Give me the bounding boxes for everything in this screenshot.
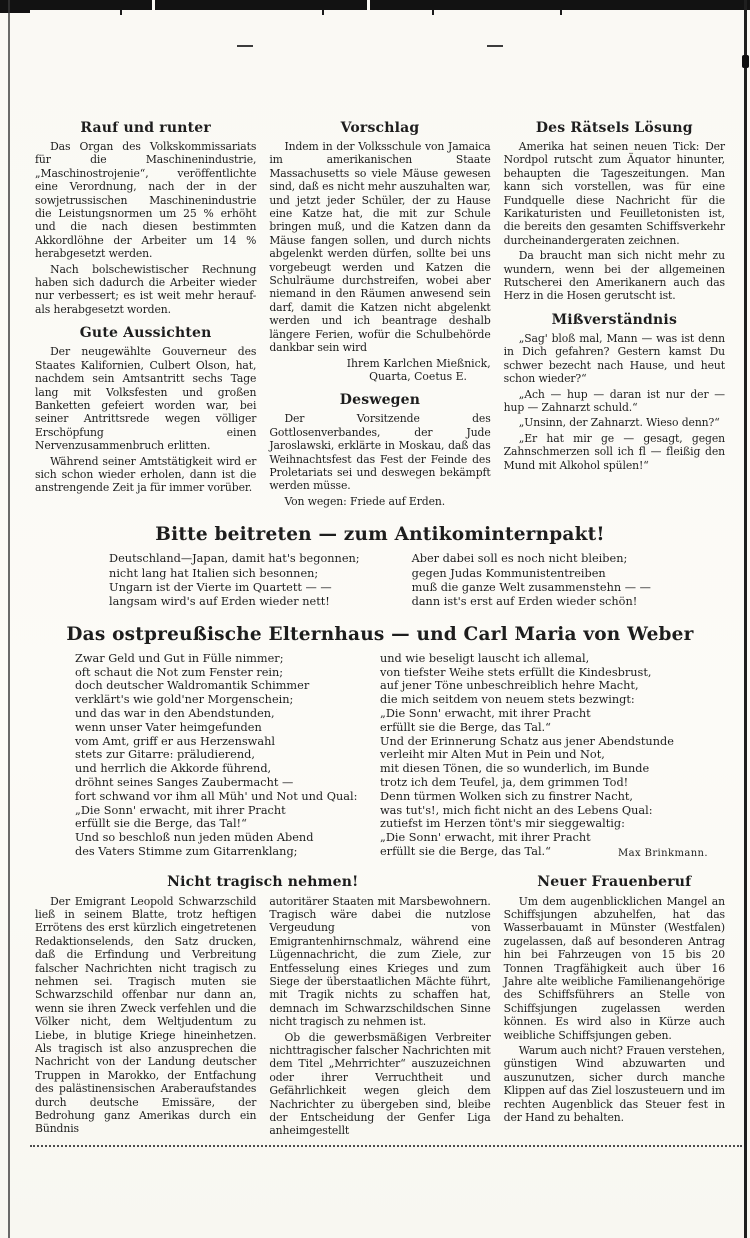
poem-line: dröhnt seines Sanges Zaubermacht —: [75, 775, 294, 789]
article-paragraph: Da braucht man sich nicht mehr zu wundern, wenn bei der allgemeinen Rutscherei den Amerikanern auch das Herz in die Hosen gerutscht ist.: [503, 249, 725, 303]
stanza-left: [109, 552, 360, 610]
article-paragraph: „Unsinn, der Zahnarzt. Wieso denn?“: [518, 416, 720, 430]
pact-feature: [35, 524, 725, 610]
article-paragraph: Nach bolschewistischer Rechnung haben sich dadurch die Arbeiter wieder nur verbessert; es ist weit mehr herauf- als herabgesetzt worden.: [35, 262, 257, 316]
poem-line: und das war in den Abendstunden,: [75, 706, 275, 720]
article-title: Rauf und runter: [80, 120, 211, 136]
top-edge-bar: [0, 0, 750, 10]
article-title: Deswegen: [339, 392, 421, 409]
column-1: [35, 895, 256, 1140]
bottom-three-column-section: [35, 874, 725, 1140]
poem-line: erfüllt sie die Berge, das Tal!“: [75, 817, 247, 831]
poem-line: Zwar Geld und Gut in Fülle nimmer;: [75, 651, 284, 665]
column-3: [504, 120, 725, 510]
poem-line: verklärt's wie gold'ner Morgenschein;: [75, 693, 294, 707]
left-edge-line: [8, 0, 10, 1238]
poem-line: des Vaters Stimme zum Gitarrenklang;: [75, 844, 298, 858]
letter-signature: Ihrem Karlchen Mießnick,: [346, 356, 491, 370]
article-title: Neuer Frauenberuf: [537, 873, 692, 890]
poem-line: „Die Sonn' erwacht, mit ihrer Pracht: [380, 831, 591, 845]
poem-line: trotz ich dem Teufel, ja, dem grimmen Tod!: [380, 775, 629, 789]
fold-mark: [487, 45, 503, 47]
top-three-column-section: [35, 120, 725, 510]
poem-line: verleiht mir Alten Mut in Pein und Not,: [380, 748, 605, 762]
article-paragraph: Der Vorsitzende des Gottlosenverbandes, der Jude Jaroslawski, erklärte in Moskau, daß das Weihnachtsfest das Fest der Feinde des Proletariats sei und deswegen bekämpft werden müsse.: [269, 412, 491, 493]
article-paragraph: Der Emigrant Leopold Schwarzschild ließ in seinem Blatte, trotz heftigen Errötens des erst kürzlich eingetretenen Redaktionselends, den Satz drucken, daß die Erfindung und Verbreitung falscher Nachrichten nicht tragisch zu nehmen sei. Tragisch muten sie Schwarzschild offenbar nur dann an, wenn sie ihren Zweck verfehlen und die Völker nicht, dem Weltjudentum zu Liebe, in blutige Kriege hineinhetzen. Als tragisch ist also anzusprechen die Nachricht von der Landung deutscher Truppen in Marokko, der Entfachung des palästinensischen Araberaufstandes durch deutsche Emissäre, der Bedrohung ganz Amerikas durch ein Bündnis: [35, 894, 257, 1136]
pact-stanzas: [35, 552, 725, 610]
verse-line: Ungarn ist der Vierte im Quartett — —: [109, 580, 332, 594]
verse-line: muß die ganze Welt zusammenstehn — —: [411, 580, 651, 594]
article-title: Gute Aussichten: [79, 325, 212, 342]
article-paragraph: „Er hat mir ge — gesagt, gegen Zahnschmerzen soll ich fl — fleißig den Mund mit Alkohol spülen!“: [503, 431, 725, 472]
top-bar-nick: [367, 0, 370, 10]
column-2: [269, 895, 490, 1140]
poem-line: Denn türmen Wolken sich zu finstrer Nacht,: [380, 789, 634, 803]
bottom-dotted-rule: [30, 1145, 742, 1147]
article-paragraph: Ob die gewerbsmäßigen Verbreiter nichttragischer falscher Nachrichten mit dem Titel „Mehrrichter“ auszuzeichnen oder ihrer Verruchtheit und Gefährlichkeit wegen gleich dem Nachrichter zu übergeben sind, bleibe der Entscheidung der Genfer Liga anheimgestellt: [269, 1030, 491, 1138]
article-paragraph: „Ach — hup — daran ist nur der — hup — Zahnarzt schuld.“: [503, 387, 725, 414]
poem-column-left: [75, 652, 380, 861]
article-title: Des Rätsels Lösung: [535, 120, 693, 136]
poem-line: erfüllt sie die Berge, das Tal.“: [380, 720, 551, 734]
column-1: [35, 120, 256, 510]
poem-line: erfüllt sie die Berge, das Tal.“: [380, 844, 551, 858]
fold-mark: [237, 45, 253, 47]
poem-line: zutiefst im Herzen tönt's mir sieggewaltig:: [380, 817, 625, 831]
column-2: [269, 120, 490, 510]
feature-title: Das ostpreußische Elternhaus — und Carl Maria von Weber: [66, 623, 694, 645]
article-paragraph: Amerika hat seinen neuen Tick: Der Nordpol rutscht zum Äquator hinunter, behaupten die Tageszeitungen. Man kann sich vorstellen, was für eine Fundquelle diese Nachricht für die Karikaturisten und Feuilletonisten ist, die bereits den gesamten Schiffsverkehr durcheinandergeraten zeichnen.: [503, 140, 725, 247]
poem-line: Und so beschloß nun jeden müden Abend: [75, 831, 314, 845]
top-edge-tick: [120, 10, 122, 15]
article-paragraph: Um dem augenblicklichen Mangel an Schiffsjungen abzuhelfen, hat das Wasserbauamt in Münster (Westfalen) zugelassen, daß auf besonderen Antrag hin bei Fahrzeugen von 15 bis 20 Tonnen Tragfähigkeit auch über 16 Jahre alte weibliche Familienangehörige des Schiffsführers an Stelle von Schiffsjungen zugelassen werden können. Es wird also in Kürze auch weibliche Schiffsjungen geben.: [503, 894, 725, 1042]
stanza-right: [412, 552, 651, 610]
feature-title: Bitte beitreten — zum Antikominternpakt!: [155, 524, 605, 546]
top-edge-tick: [432, 10, 434, 15]
top-edge-tick: [560, 10, 562, 15]
poem-line: doch deutscher Waldromantik Schimmer: [75, 679, 310, 693]
poem-line: was tut's!, mich ficht nicht an des Lebens Qual:: [380, 803, 653, 817]
poem-line: die mich seitdem von neuem stets bezwingt:: [380, 693, 635, 707]
article-paragraph: Von wegen: Friede auf Erden.: [284, 494, 446, 508]
poem-line: oft schaut die Not zum Fenster rein;: [75, 665, 284, 679]
poem-line: wenn unser Vater heimgefunden: [75, 720, 262, 734]
poem-line: „Die Sonn' erwacht, mit ihrer Pracht: [380, 706, 591, 720]
poem-line: und herrlich die Akkorde führend,: [75, 762, 272, 776]
article-paragraph: Das Organ des Volkskommissariats für die Maschinenindustrie, „Maschinostrojenie“, veröffentlichte eine Verordnung, nach der in der sowjetrussischen Maschinenindustrie die Leistungsnormen um 25 % erhöht und die nach diesen bestimmten Akkordlöhne der Arbeiter um 14 % herabgesetzt werden.: [35, 140, 257, 261]
poem-line: auf jener Töne unbeschreiblich hehre Macht,: [380, 679, 639, 693]
right-edge-line: [744, 0, 747, 1238]
page-content: [35, 120, 725, 1140]
poem-line: fort schwand vor ihm all Müh' und Not und Qual:: [75, 789, 358, 803]
article-paragraph-continuation: autoritärer Staaten mit Marsbewohnern. Tragisch wäre dabei die nutzlose Vergeudung von Emigrantenhirnschmalz, während eine Lügennachricht, die zum Ziele, zur Entfesselung eines Krieges und zum Siege der überstaatlichen Mächte führt, mit Tragik nichts zu schaffen hat, demnach im Schwarzschildschen Sinne nicht tragisch zu nehmen ist.: [269, 894, 491, 1029]
verse-line: Deutschland—Japan, damit hat's begonnen;: [109, 552, 360, 566]
poem-line: „Die Sonn' erwacht, mit ihrer Pracht: [75, 803, 286, 817]
top-left-corner-mark: [0, 0, 30, 13]
verse-line: gegen Judas Kommunistentreiben: [411, 566, 606, 580]
top-bar-nick: [152, 0, 155, 10]
poem-column-right: [380, 652, 725, 861]
weber-poem-columns: [35, 652, 725, 861]
weber-feature: [35, 624, 725, 861]
article-title: Vorschlag: [340, 120, 420, 136]
right-edge-blot: [742, 55, 749, 68]
top-edge-tick: [322, 10, 324, 15]
verse-line: dann ist's erst auf Erden wieder schön!: [411, 595, 638, 609]
article-title: Nicht tragisch nehmen!: [167, 873, 359, 890]
column-3: [504, 895, 725, 1140]
article-paragraph: „Sag' bloß mal, Mann — was ist denn in Dich gefahren? Gestern kamst Du schwer bezecht nach Hause, und heut schon wieder?“: [503, 331, 725, 386]
poem-line: von tiefster Weihe stets erfüllt die Kindesbrust,: [380, 665, 652, 679]
poem-line: und wie beseligt lauscht ich allemal,: [380, 651, 590, 665]
poem-line: Und der Erinnerung Schatz aus jener Abendstunde: [380, 734, 674, 748]
article-paragraph: Während seiner Amtstätigkeit wird er sich schon wieder erholen, dann ist die anstrengende Zeit ja für immer vorüber.: [35, 454, 257, 495]
verse-line: nicht lang hat Italien sich besonnen;: [109, 566, 319, 580]
poem-line: mit diesen Tönen, die so wunderlich, im Bunde: [380, 762, 650, 776]
article-paragraph: Der neugewählte Gouverneur des Staates Kalifornien, Culbert Olson, hat, nachdem sein Amtsantritt sechs Tage lang mit Volksfesten und großen Banketten gefeiert worden war, bei seiner Antrittsrede wegen völliger Erschöpfung einen Nervenzusammenbruch erlitten.: [35, 345, 257, 453]
verse-line: langsam wird's auf Erden wieder nett!: [109, 595, 330, 609]
article-title: Mißverständnis: [551, 311, 678, 328]
poem-line: vom Amt, griff er aus Herzenswahl: [75, 734, 275, 748]
poem-line: stets zur Gitarre: präludierend,: [75, 748, 255, 762]
article-paragraph: Warum auch nicht? Frauen verstehen, günstigen Wind abzuwarten und auszunutzen, sicher durch manche Klippen auf das Ziel loszusteuern und im rechten Augenblick das Steuer fest in der Hand zu behalten.: [503, 1044, 725, 1125]
poem-author: Max Brinkmann.: [618, 847, 708, 859]
verse-line: Aber dabei soll es noch nicht bleiben;: [411, 552, 628, 566]
article-paragraph: Indem in der Volksschule von Jamaica im amerikanischen Staate Massachusetts so viele Mäuse gewesen sind, daß es nicht mehr auszuhalten war, und jetzt jeder Schüler, der zu Hause eine Katze hat, die mit zur Schule bringen muß, und die Katzen dann da Mäuse fangen sollen, und durch nichts abgelenkt werden dürfen, sollte bei uns vorgebeugt werden und Katzen die Schulräume durchstreifen, wobei aber niemand in den Räumen anwesend sein darf, damit die Katzen nicht abgelenkt werden und ich beantrage deshalb längere Ferien, wofür die Schulbehörde dankbar sein wird: [269, 140, 491, 355]
letter-signature: Quarta, Coetus E.: [369, 369, 467, 383]
